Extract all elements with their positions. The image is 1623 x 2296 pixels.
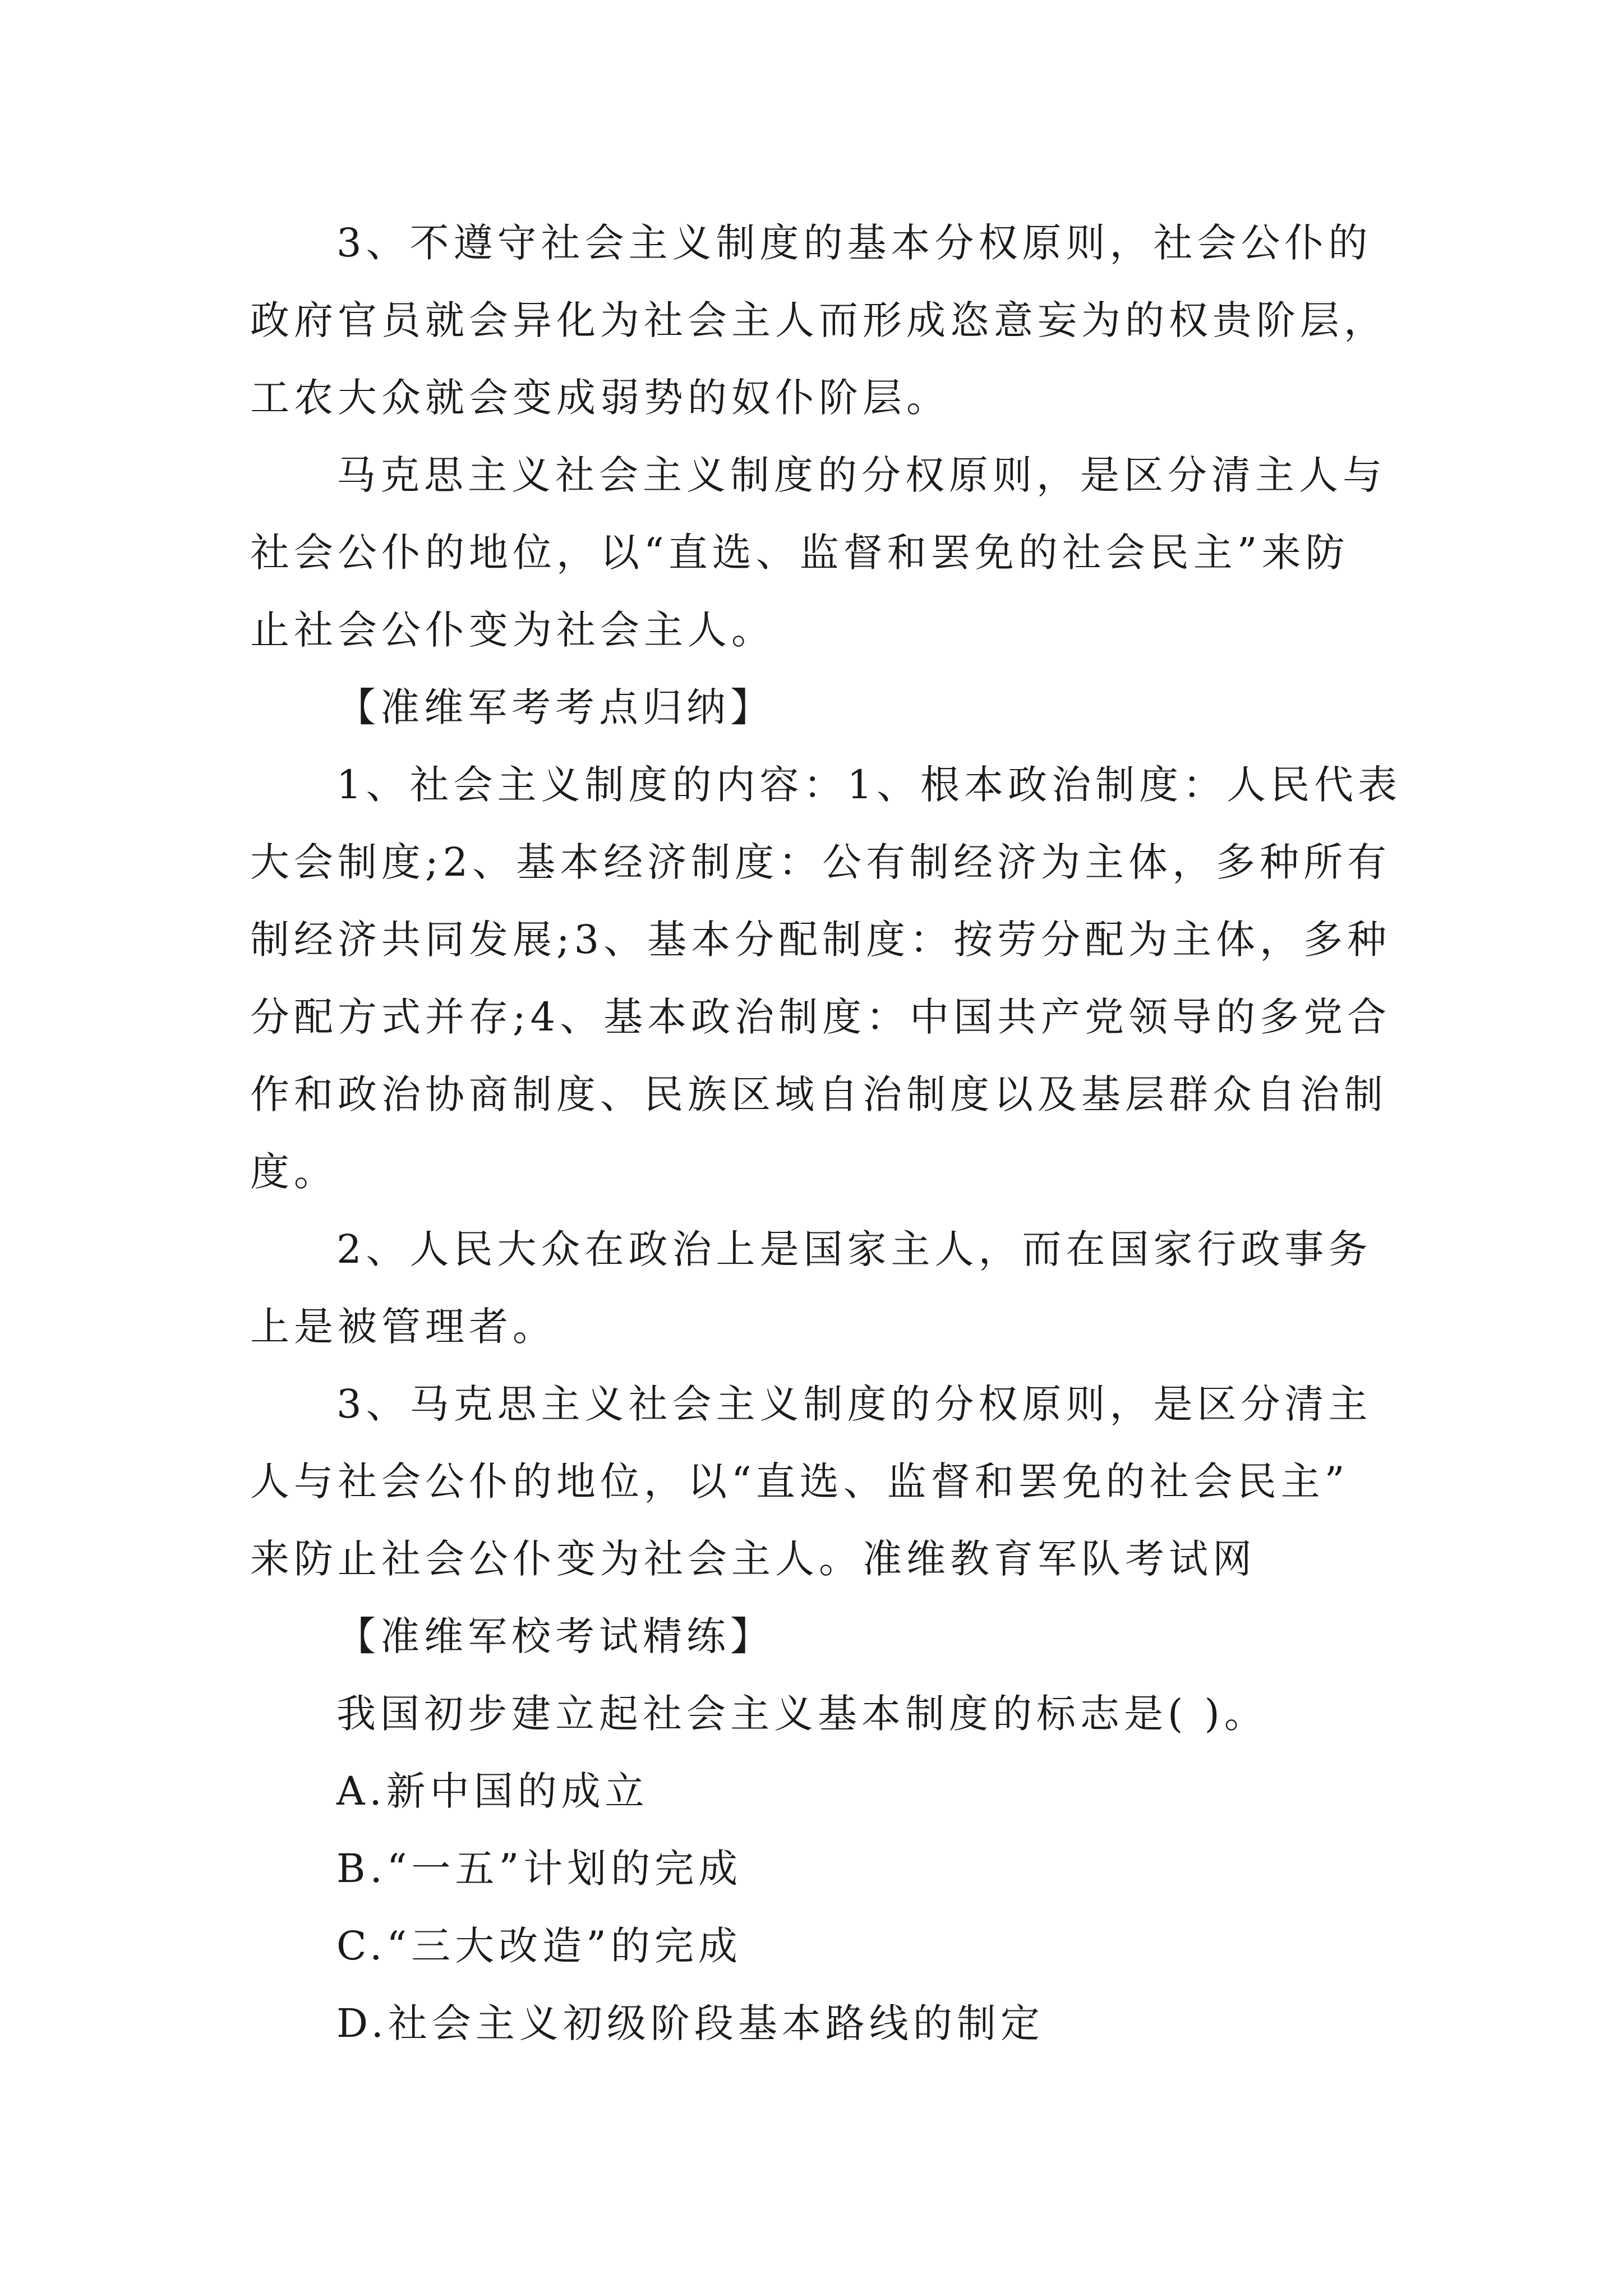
text-line: 止社会公仆变为社会主人。 xyxy=(250,607,775,653)
text-line: 分配方式并存;4、基本政治制度：中国共产党领导的多党合 xyxy=(250,994,1391,1040)
text-line: 2、人民大众在政治上是国家主人，而在国家行政事务 xyxy=(336,1226,1372,1272)
text-line: 3、马克思主义社会主义制度的分权原则，是区分清主 xyxy=(336,1381,1372,1427)
text-line: 来防止社会公仆变为社会主人。准维教育军队考试网 xyxy=(250,1536,1256,1582)
text-line: 工农大众就会变成弱势的奴仆阶层。 xyxy=(250,375,950,421)
text-line: 1、社会主义制度的内容：1、根本政治制度：人民代表 xyxy=(336,762,1402,808)
text-line: 马克思主义社会主义制度的分权原则，是区分清主人与 xyxy=(336,452,1386,498)
option-c: C.“三大改造”的完成 xyxy=(336,1923,742,1969)
text-line: 社会公仆的地位，以“直选、监督和罢免的社会民主”来防 xyxy=(250,530,1349,576)
text-line: 上是被管理者。 xyxy=(250,1304,556,1350)
text-line: 制经济共同发展;3、基本分配制度：按劳分配为主体，多种 xyxy=(250,917,1391,963)
option-d: D.社会主义初级阶段基本路线的制定 xyxy=(336,2000,1044,2046)
option-a: A.新中国的成立 xyxy=(336,1768,649,1814)
question-text: 我国初步建立起社会主义基本制度的标志是( )。 xyxy=(336,1691,1268,1737)
text-line: 3、不遵守社会主义制度的基本分权原则，社会公仆的 xyxy=(336,220,1372,266)
section-heading: 【准维军考考点归纳】 xyxy=(336,684,774,730)
section-heading: 【准维军校考试精练】 xyxy=(336,1613,774,1659)
text-line: 政府官员就会异化为社会主人而形成恣意妄为的权贵阶层， xyxy=(250,297,1387,343)
option-b: B.“一五”计划的完成 xyxy=(336,1846,743,1892)
text-line: 度。 xyxy=(250,1149,338,1195)
text-line: 作和政治协商制度、民族区域自治制度以及基层群众自治制 xyxy=(250,1071,1387,1117)
text-line: 人与社会公仆的地位，以“直选、监督和罢免的社会民主” xyxy=(250,1458,1349,1504)
text-line: 大会制度;2、基本经济制度：公有制经济为主体，多种所有 xyxy=(250,839,1391,885)
